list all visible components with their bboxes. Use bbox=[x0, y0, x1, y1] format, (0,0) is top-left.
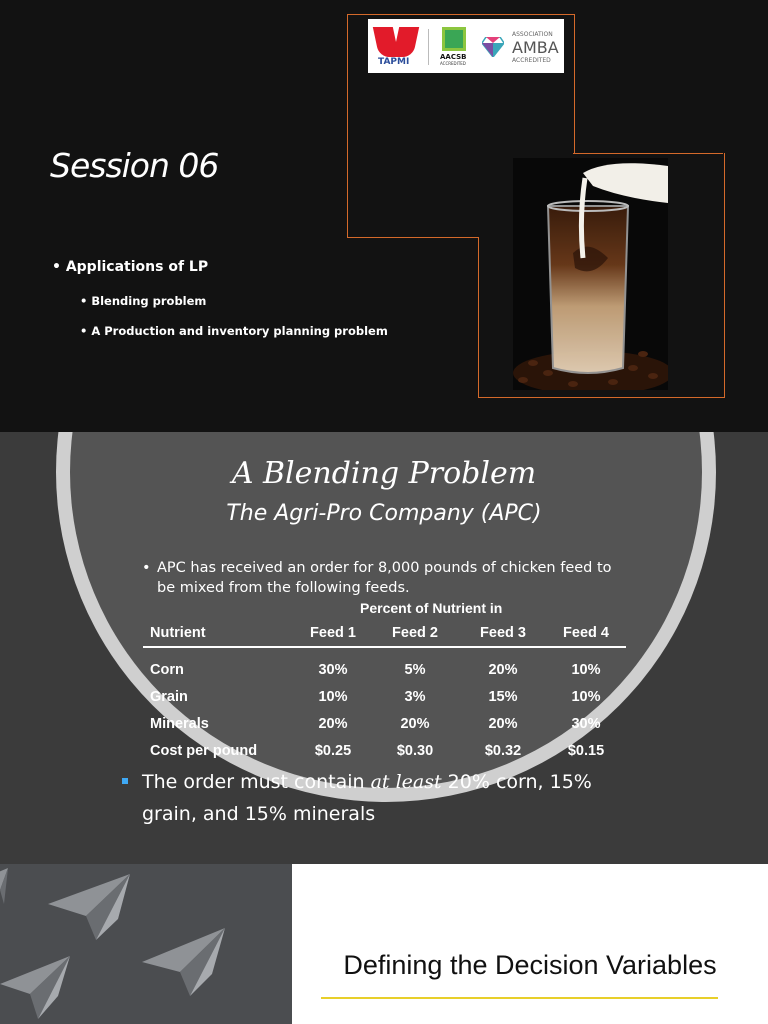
table-row bbox=[143, 656, 626, 683]
table-caption: Percent of Nutrient in bbox=[360, 600, 503, 616]
slide-session-06 bbox=[0, 0, 768, 432]
tapmi-logo-text: TAPMI bbox=[378, 57, 410, 67]
header-feed-2: Feed 2 bbox=[370, 620, 460, 647]
slide-decision-variables bbox=[0, 864, 768, 1024]
table-cell: 5% bbox=[404, 661, 426, 678]
header-feed-3: Feed 3 bbox=[460, 620, 546, 647]
table-cell: 20% bbox=[400, 715, 430, 732]
nutrient-table bbox=[143, 620, 626, 764]
table-cell: Corn bbox=[150, 661, 184, 678]
frame-segment bbox=[347, 237, 478, 238]
paper-planes-image bbox=[0, 864, 292, 1024]
slide-title: A Blending Problem bbox=[231, 456, 537, 491]
amba-logo-text: AMBA bbox=[512, 38, 559, 57]
amba-association-text: ASSOCIATION bbox=[512, 31, 553, 38]
slide-subtitle: The Agri-Pro Company (APC) bbox=[226, 501, 542, 526]
table-cell: $0.15 bbox=[567, 742, 605, 759]
amba-gem-icon bbox=[482, 37, 504, 57]
intro-text: APC has received an order for 8,000 pounds of chicken feed to be mixed from the following feeds. bbox=[157, 560, 612, 596]
table-cell: 10% bbox=[318, 688, 348, 705]
table-cell: Cost per pound bbox=[150, 742, 258, 759]
table-cell: Grain bbox=[150, 688, 188, 705]
table-row bbox=[143, 683, 626, 710]
header-feed-1: Feed 1 bbox=[296, 620, 370, 647]
frame-segment bbox=[573, 153, 723, 154]
tapmi-logo bbox=[372, 25, 422, 69]
table-header-row bbox=[143, 620, 626, 647]
sub-bullet-blending: • Blending problem bbox=[80, 294, 207, 308]
amba-logo bbox=[482, 29, 562, 69]
decision-variables-title: Defining the Decision Variables bbox=[343, 950, 717, 980]
amba-accredited-text: ACCREDITED bbox=[512, 57, 551, 64]
table-cell: Minerals bbox=[150, 715, 209, 732]
square-bullet-icon bbox=[122, 778, 128, 784]
table-cell: 15% bbox=[488, 688, 518, 705]
requirement-highlight: at least bbox=[370, 771, 442, 793]
table-cell: 30% bbox=[571, 715, 601, 732]
header-nutrient: Nutrient bbox=[143, 620, 296, 647]
requirement-bullet bbox=[122, 766, 642, 830]
table-row bbox=[143, 710, 626, 737]
table-cell: 3% bbox=[404, 688, 426, 705]
table-cell: 20% bbox=[318, 715, 348, 732]
session-title: Session 06 bbox=[50, 146, 219, 185]
table-cell: 10% bbox=[571, 688, 601, 705]
requirement-text bbox=[142, 766, 642, 830]
bullet-applications: • Applications of LP bbox=[52, 259, 209, 275]
table-row bbox=[143, 737, 626, 764]
coffee-milk-photo bbox=[513, 158, 668, 390]
table-cell: 20% bbox=[488, 715, 518, 732]
sub-bullet-production: • A Production and inventory planning problem bbox=[80, 324, 388, 338]
intro-bullet bbox=[142, 558, 632, 598]
slide-blending-problem bbox=[0, 432, 768, 864]
aacsb-logo bbox=[440, 27, 468, 69]
table-cell: 10% bbox=[571, 661, 601, 678]
header-feed-4: Feed 4 bbox=[546, 620, 626, 647]
bullet-dot: • bbox=[142, 560, 151, 576]
logo-divider bbox=[428, 29, 429, 65]
title-underline bbox=[321, 997, 718, 999]
requirement-post: 20% corn, 15% grain, and 15% minerals bbox=[142, 771, 592, 825]
aacsb-logo-text: AACSB bbox=[440, 53, 467, 61]
table-cell: 20% bbox=[488, 661, 518, 678]
table-cell: $0.25 bbox=[314, 742, 352, 759]
requirement-pre: The order must contain bbox=[142, 771, 371, 793]
table-cell: $0.30 bbox=[396, 742, 434, 759]
table-cell: 30% bbox=[318, 661, 348, 678]
aacsb-logo-subtext: ACCREDITED bbox=[440, 61, 466, 66]
table-cell: $0.32 bbox=[484, 742, 522, 759]
accreditation-logos bbox=[368, 19, 564, 73]
